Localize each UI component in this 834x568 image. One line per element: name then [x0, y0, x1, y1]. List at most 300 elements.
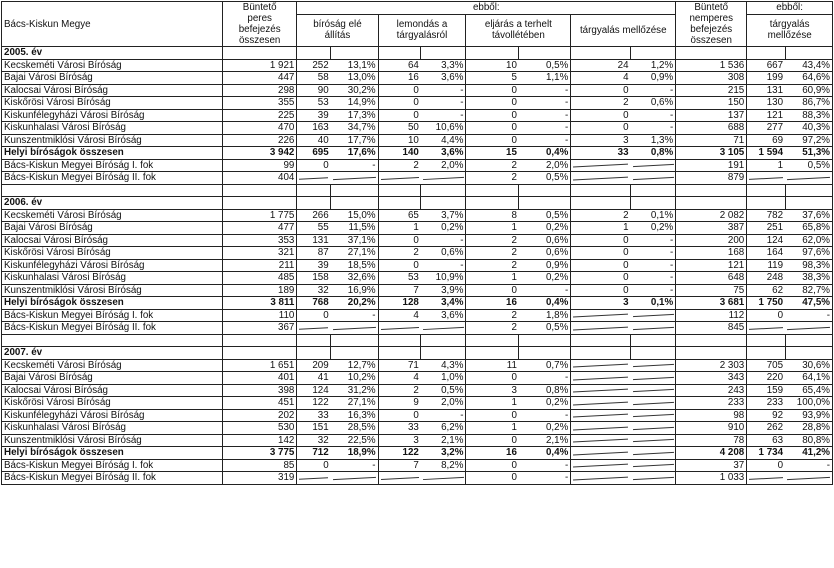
value-cell: 142	[222, 434, 296, 447]
empty-cell	[571, 347, 631, 360]
empty-cell	[378, 47, 421, 60]
value-cell: 151	[297, 422, 331, 435]
value-cell: 119	[747, 259, 785, 272]
value-cell: 15	[466, 147, 519, 160]
targyalas-header: tárgyalás mellőzése	[571, 14, 676, 47]
value-cell: 13,0%	[331, 72, 378, 85]
value-cell: 1	[466, 272, 519, 285]
value-cell: 233	[676, 397, 747, 410]
value-cell: 648	[676, 272, 747, 285]
value-cell: -	[519, 459, 571, 472]
value-cell: 0	[571, 247, 631, 260]
table-row	[2, 159, 833, 172]
value-cell: 80,8%	[785, 434, 832, 447]
value-cell: 10,9%	[421, 272, 466, 285]
value-cell	[378, 472, 421, 485]
value-cell: -	[421, 259, 466, 272]
value-cell	[571, 359, 631, 372]
value-cell: 16	[378, 72, 421, 85]
value-cell: 1 775	[222, 209, 296, 222]
value-cell: 266	[297, 209, 331, 222]
empty-cell	[297, 197, 331, 210]
value-cell: 2,0%	[421, 397, 466, 410]
court-name: Bács-Kiskun Megyei Bíróság I. fok	[2, 309, 223, 322]
value-cell: 163	[297, 122, 331, 135]
value-cell: 159	[747, 384, 785, 397]
value-cell: 10	[466, 59, 519, 72]
empty-cell	[466, 47, 519, 60]
value-cell: 2 082	[676, 209, 747, 222]
value-cell: -	[519, 97, 571, 110]
value-cell	[421, 172, 466, 185]
value-cell	[785, 472, 832, 485]
value-cell: 0	[378, 409, 421, 422]
empty-cell	[519, 47, 571, 60]
spacer-cell	[747, 184, 785, 197]
value-cell: 41,2%	[785, 447, 832, 460]
value-cell: 0	[571, 272, 631, 285]
value-cell: 0	[466, 284, 519, 297]
value-cell: -	[331, 459, 378, 472]
value-cell: 200	[676, 234, 747, 247]
value-cell	[631, 459, 676, 472]
value-cell: 398	[222, 384, 296, 397]
empty-cell	[222, 347, 296, 360]
value-cell: 3 775	[222, 447, 296, 460]
value-cell	[378, 172, 421, 185]
spacer-cell	[785, 184, 832, 197]
value-cell: 782	[747, 209, 785, 222]
table-row	[2, 472, 833, 485]
value-cell: -	[519, 372, 571, 385]
value-cell: 2,0%	[421, 159, 466, 172]
spacer-cell	[421, 184, 466, 197]
value-cell: 530	[222, 422, 296, 435]
value-cell: 0,9%	[631, 72, 676, 85]
total-header-line: peres	[247, 13, 272, 24]
value-cell: 485	[222, 272, 296, 285]
value-cell: 82,7%	[785, 284, 832, 297]
value-cell: 353	[222, 234, 296, 247]
table-row	[2, 359, 833, 372]
value-cell: 30,2%	[331, 84, 378, 97]
spacer-cell	[571, 334, 631, 347]
court-name: Bács-Kiskun Megyei Bíróság II. fok	[2, 322, 223, 335]
value-cell	[747, 322, 785, 335]
empty-cell	[631, 197, 676, 210]
value-cell: 27,1%	[331, 397, 378, 410]
value-cell: -	[421, 109, 466, 122]
value-cell: 131	[297, 234, 331, 247]
table-row	[2, 459, 833, 472]
value-cell: 0	[571, 122, 631, 135]
value-cell	[331, 322, 378, 335]
value-cell: 18,5%	[331, 259, 378, 272]
empty-cell	[331, 47, 378, 60]
value-cell: 3,4%	[421, 297, 466, 310]
spacer-cell	[331, 334, 378, 347]
value-cell: 33	[378, 422, 421, 435]
value-cell: 0,5%	[519, 209, 571, 222]
value-cell	[631, 397, 676, 410]
value-cell: 71	[378, 359, 421, 372]
year-row	[2, 347, 833, 360]
value-cell: 768	[297, 297, 331, 310]
empty-cell	[785, 47, 832, 60]
empty-cell	[747, 47, 785, 60]
court-name: Kunszentmiklósi Városi Bíróság	[2, 284, 223, 297]
value-cell	[631, 172, 676, 185]
value-cell: 122	[297, 397, 331, 410]
value-cell: 0,6%	[519, 247, 571, 260]
section-spacer	[2, 184, 833, 197]
spacer-cell	[631, 184, 676, 197]
value-cell: 0	[466, 134, 519, 147]
value-cell: 0	[378, 97, 421, 110]
value-cell: 1 033	[676, 472, 747, 485]
value-cell: 53	[378, 272, 421, 285]
value-cell: 243	[676, 384, 747, 397]
value-cell: 3	[466, 384, 519, 397]
empty-cell	[631, 347, 676, 360]
value-cell: 7	[378, 459, 421, 472]
court-name: Kiskunfélegyházi Városi Bíróság	[2, 109, 223, 122]
value-cell: 8,2%	[421, 459, 466, 472]
value-cell: 64,1%	[785, 372, 832, 385]
value-cell: 98	[676, 409, 747, 422]
spacer-cell	[571, 184, 631, 197]
value-cell: 3 942	[222, 147, 296, 160]
value-cell: 0	[378, 259, 421, 272]
targyalas2-header: tárgyalás mellőzése	[747, 14, 833, 47]
nemperes-header-line: összesen	[690, 35, 732, 46]
court-name: Bajai Városi Bíróság	[2, 72, 223, 85]
value-cell: 189	[222, 284, 296, 297]
value-cell: 0	[466, 122, 519, 135]
value-cell: 62	[747, 284, 785, 297]
table-row	[2, 297, 833, 310]
value-cell: 1,0%	[421, 372, 466, 385]
value-cell: 27,1%	[331, 247, 378, 260]
value-cell: 0	[466, 472, 519, 485]
table-row	[2, 409, 833, 422]
value-cell: 2	[466, 309, 519, 322]
value-cell: 100,0%	[785, 397, 832, 410]
value-cell	[421, 472, 466, 485]
value-cell: 248	[747, 272, 785, 285]
value-cell	[571, 459, 631, 472]
empty-cell	[785, 347, 832, 360]
spacer-cell	[2, 334, 223, 347]
value-cell: 0	[571, 234, 631, 247]
value-cell: 0	[297, 459, 331, 472]
court-name: Bács-Kiskun Megyei Bíróság II. fok	[2, 472, 223, 485]
value-cell: -	[519, 284, 571, 297]
value-cell: 1 921	[222, 59, 296, 72]
value-cell: 4,3%	[421, 359, 466, 372]
value-cell: 705	[747, 359, 785, 372]
value-cell: 2	[466, 247, 519, 260]
value-cell: 251	[747, 222, 785, 235]
value-cell: 18,9%	[331, 447, 378, 460]
total-header-line: Büntető	[242, 2, 277, 13]
value-cell: 0,8%	[631, 147, 676, 160]
value-cell: 121	[747, 109, 785, 122]
empty-cell	[421, 197, 466, 210]
table-row	[2, 234, 833, 247]
value-cell: 60,9%	[785, 84, 832, 97]
value-cell	[571, 434, 631, 447]
value-cell: 16	[466, 447, 519, 460]
empty-cell	[676, 197, 747, 210]
value-cell: 3,6%	[421, 72, 466, 85]
value-cell: 0,5%	[785, 159, 832, 172]
total-header	[222, 2, 296, 47]
value-cell: 262	[747, 422, 785, 435]
value-cell: 2,1%	[421, 434, 466, 447]
value-cell: 11	[466, 359, 519, 372]
value-cell: 0	[571, 259, 631, 272]
value-cell: 32	[297, 434, 331, 447]
value-cell: 3 681	[676, 297, 747, 310]
value-cell: 39	[297, 259, 331, 272]
year-label: 2005. év	[2, 47, 223, 60]
spacer-cell	[747, 334, 785, 347]
table-row	[2, 322, 833, 335]
spacer-cell	[785, 334, 832, 347]
value-cell: 0,7%	[519, 359, 571, 372]
table-row	[2, 384, 833, 397]
value-cell: 110	[222, 309, 296, 322]
value-cell: 0,2%	[519, 272, 571, 285]
value-cell: 63	[747, 434, 785, 447]
value-cell	[571, 472, 631, 485]
value-cell: 31,2%	[331, 384, 378, 397]
value-cell: 0,2%	[519, 222, 571, 235]
spacer-cell	[676, 184, 747, 197]
value-cell	[378, 322, 421, 335]
court-name: Kecskeméti Városi Bíróság	[2, 59, 223, 72]
value-cell: 0	[378, 234, 421, 247]
value-cell: 1,1%	[519, 72, 571, 85]
value-cell: 92	[747, 409, 785, 422]
value-cell: 695	[297, 147, 331, 160]
empty-cell	[331, 347, 378, 360]
value-cell	[747, 172, 785, 185]
empty-cell	[519, 347, 571, 360]
value-cell: 2	[378, 159, 421, 172]
spacer-cell	[421, 334, 466, 347]
value-cell: 367	[222, 322, 296, 335]
birosag-header: bíróság elé állítás	[297, 14, 378, 47]
value-cell	[571, 409, 631, 422]
value-cell: 0,5%	[519, 59, 571, 72]
value-cell	[571, 372, 631, 385]
value-cell: 0,6%	[421, 247, 466, 260]
value-cell: -	[421, 97, 466, 110]
table-row	[2, 72, 833, 85]
value-cell: 233	[747, 397, 785, 410]
empty-cell	[331, 197, 378, 210]
value-cell: 1	[466, 422, 519, 435]
value-cell	[631, 322, 676, 335]
value-cell: 71	[676, 134, 747, 147]
value-cell: -	[519, 109, 571, 122]
value-cell: 1	[747, 159, 785, 172]
value-cell: 33	[571, 147, 631, 160]
value-cell: 0,6%	[519, 234, 571, 247]
value-cell: 0	[378, 84, 421, 97]
value-cell: 97,2%	[785, 134, 832, 147]
empty-cell	[785, 197, 832, 210]
value-cell: 845	[676, 322, 747, 335]
value-cell: 51,3%	[785, 147, 832, 160]
value-cell	[631, 447, 676, 460]
value-cell: 0	[571, 109, 631, 122]
spacer-cell	[466, 334, 519, 347]
lemondas-header: lemondás a tárgyalásról	[378, 14, 466, 47]
value-cell: 667	[747, 59, 785, 72]
value-cell: 712	[297, 447, 331, 460]
value-cell: 470	[222, 122, 296, 135]
value-cell: 41	[297, 372, 331, 385]
ebbol2-header: ebből:	[747, 2, 833, 15]
value-cell	[421, 322, 466, 335]
court-name: Kunszentmiklósi Városi Bíróság	[2, 134, 223, 147]
year-label: 2006. év	[2, 197, 223, 210]
empty-cell	[676, 347, 747, 360]
value-cell: 0,2%	[519, 422, 571, 435]
value-cell	[631, 384, 676, 397]
value-cell	[631, 422, 676, 435]
value-cell: -	[785, 309, 832, 322]
value-cell: 688	[676, 122, 747, 135]
table-row	[2, 172, 833, 185]
value-cell: 122	[378, 447, 421, 460]
value-cell: 158	[297, 272, 331, 285]
table-row	[2, 147, 833, 160]
court-name: Kiskőrösi Városi Bíróság	[2, 97, 223, 110]
value-cell: 0	[378, 109, 421, 122]
value-cell: 20,2%	[331, 297, 378, 310]
value-cell: 8	[466, 209, 519, 222]
value-cell: 22,5%	[331, 434, 378, 447]
court-statistics-table	[1, 1, 833, 485]
table-row	[2, 84, 833, 97]
value-cell: 0	[466, 84, 519, 97]
table-row	[2, 109, 833, 122]
court-name: Helyi bíróságok összesen	[2, 447, 223, 460]
value-cell: 0	[466, 109, 519, 122]
court-name: Helyi bíróságok összesen	[2, 297, 223, 310]
table-row	[2, 247, 833, 260]
spacer-cell	[676, 334, 747, 347]
value-cell: 6,2%	[421, 422, 466, 435]
value-cell	[747, 472, 785, 485]
value-cell: 1 536	[676, 59, 747, 72]
value-cell: 4	[571, 72, 631, 85]
value-cell: 0,8%	[519, 384, 571, 397]
value-cell: 85	[222, 459, 296, 472]
value-cell: 0,5%	[519, 322, 571, 335]
empty-cell	[222, 47, 296, 60]
value-cell: 24	[571, 59, 631, 72]
value-cell: 2	[466, 322, 519, 335]
value-cell: -	[519, 122, 571, 135]
value-cell: 130	[747, 97, 785, 110]
court-name: Bajai Városi Bíróság	[2, 222, 223, 235]
value-cell: 10,2%	[331, 372, 378, 385]
value-cell: 64,6%	[785, 72, 832, 85]
table-row	[2, 372, 833, 385]
value-cell: 97,6%	[785, 247, 832, 260]
value-cell: 5	[466, 72, 519, 85]
value-cell: 343	[676, 372, 747, 385]
court-name: Kalocsai Városi Bíróság	[2, 84, 223, 97]
value-cell: 1	[378, 222, 421, 235]
value-cell	[631, 409, 676, 422]
value-cell	[297, 472, 331, 485]
spacer-cell	[378, 334, 421, 347]
value-cell: 321	[222, 247, 296, 260]
table-row	[2, 272, 833, 285]
value-cell: 50	[378, 122, 421, 135]
value-cell: 150	[676, 97, 747, 110]
court-name: Bács-Kiskun Megyei Bíróság I. fok	[2, 159, 223, 172]
empty-cell	[297, 47, 331, 60]
court-name: Kalocsai Városi Bíróság	[2, 234, 223, 247]
value-cell: 2	[571, 209, 631, 222]
value-cell: 1	[571, 222, 631, 235]
value-cell: 33	[297, 409, 331, 422]
value-cell: 3	[378, 434, 421, 447]
spacer-cell	[519, 334, 571, 347]
value-cell: 3,7%	[421, 209, 466, 222]
nemperes-header-line: nemperes	[689, 13, 734, 24]
value-cell	[571, 422, 631, 435]
empty-cell	[421, 347, 466, 360]
table-row	[2, 59, 833, 72]
value-cell: 1 750	[747, 297, 785, 310]
value-cell: 53	[297, 97, 331, 110]
value-cell: 168	[676, 247, 747, 260]
value-cell: 16,3%	[331, 409, 378, 422]
court-name: Kalocsai Városi Bíróság	[2, 384, 223, 397]
court-name: Bajai Városi Bíróság	[2, 372, 223, 385]
value-cell: -	[631, 284, 676, 297]
value-cell: 0	[466, 372, 519, 385]
spacer-cell	[222, 184, 296, 197]
value-cell	[331, 172, 378, 185]
value-cell: 128	[378, 297, 421, 310]
value-cell: 65,8%	[785, 222, 832, 235]
value-cell: 2	[571, 97, 631, 110]
empty-cell	[466, 347, 519, 360]
year-row	[2, 197, 833, 210]
value-cell: 0,9%	[519, 259, 571, 272]
court-name: Kunszentmiklósi Városi Bíróság	[2, 434, 223, 447]
table-row	[2, 122, 833, 135]
value-cell: 98,3%	[785, 259, 832, 272]
value-cell: 10,6%	[421, 122, 466, 135]
spacer-cell	[2, 184, 223, 197]
value-cell	[785, 322, 832, 335]
value-cell: 0,4%	[519, 147, 571, 160]
value-cell: 17,7%	[331, 134, 378, 147]
court-name: Kecskeméti Városi Bíróság	[2, 359, 223, 372]
value-cell: 0,1%	[631, 209, 676, 222]
empty-cell	[747, 197, 785, 210]
